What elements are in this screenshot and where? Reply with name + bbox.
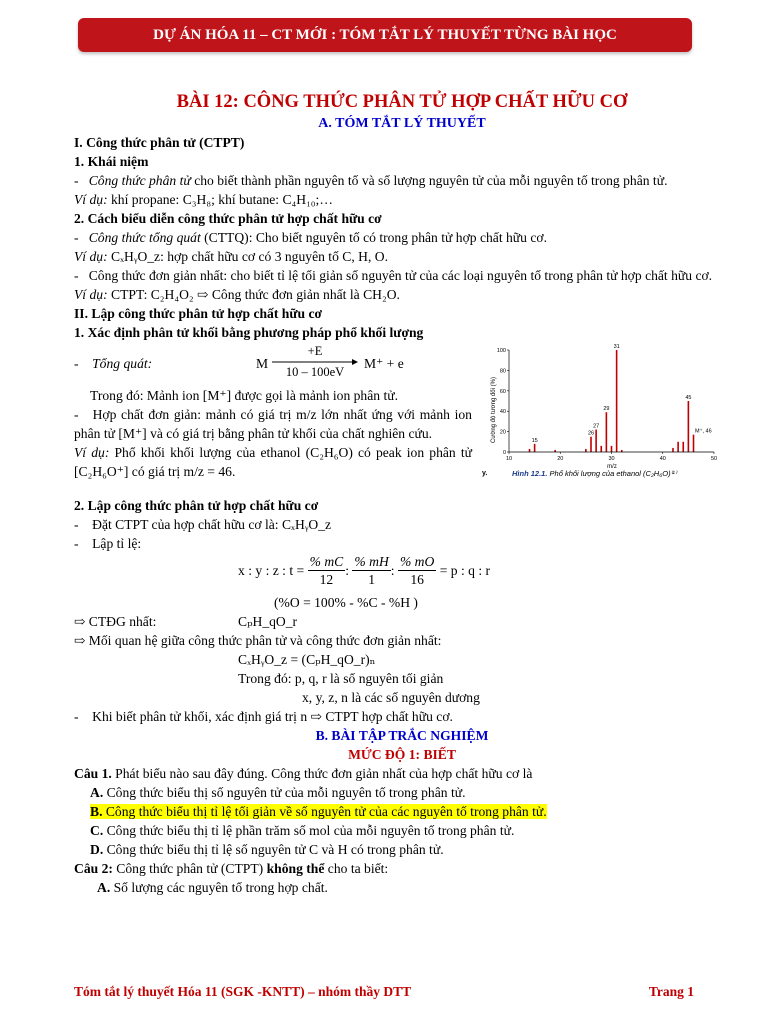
simple-compound-text: Hợp chất đơn giản: mảnh có giá trị m/z lớn nhất ứng với mảnh ion phân tử [M⁺] và có giá trị bằng phân tử khối của chất nghiên cứu. [74,407,472,441]
q1-option-c[interactable] [74,821,730,840]
page-number: Trang 1 [648,984,694,999]
arrow-bottom-label: 10 – 100eV [285,365,345,379]
example-text: CₓHᵧO_z: hợp chất hữu cơ có 3 nguyên tố C, H, O. [107,249,388,264]
example-label: Ví dụ: [74,249,108,264]
relation-where-2: x, y, z, n là các số nguyên dương [302,690,480,705]
page-content [74,90,730,897]
x-axis-ticks [506,452,717,462]
set-formula-text: Đặt CTPT của hợp chất hữu cơ là: CₓHᵧO_z [92,517,332,532]
heading-establish: 2. Lập công thức phân tử hợp chất hữu cơ [74,498,319,513]
general-formula-text: (CTTQ): Cho biết nguyên tố có trong phân tử hợp chất hữu cơ. [200,230,547,245]
general-formula-example [74,247,730,266]
general-formula-term: Công thức tổng quát [88,230,201,245]
heading-mass-spec: 1. Xác định phân tử khối bằng phương pháp phổ khối lượng [74,325,424,340]
chart-caption [512,469,678,478]
ratio-intro: - Lập tỉ lệ: [74,536,142,551]
option-text: Công thức biểu thị tỉ lệ số nguyên tử C và H có trong phân tử. [103,842,444,857]
x-tick-label: 50 [710,456,718,462]
general-formula-line: - Công thức tổng quát (CTTQ): Cho biết nguyên tố có trong phân tử hợp chất hữu cơ. [74,230,547,245]
concept-text: cho biết thành phần nguyên tố và số lượng nguyên tử của mỗi nguyên tố trong phân tử. [190,173,668,188]
lesson-title: BÀI 12: CÔNG THỨC PHÂN TỬ HỢP CHẤT HỮU CƠ [176,92,628,112]
page-footer [74,982,694,1001]
simplest-formula-example [74,285,730,304]
option-label: D. [90,842,104,857]
ionization-equation: - Tổng quát: M +E 10 – 100eV M⁺ + e [74,344,404,379]
ratio-formula: x : y : z : t = $\frac{\% mC}{12}$ : $\frac{\% mH}{1}$ : $\frac{\% mO}{16}$ = p : q : r [238,554,491,587]
heading-determine: II. Lập công thức phân tử hợp chất hữu cơ [74,306,323,321]
concept-line: - Công thức phân tử cho biết thành phần nguyên tố và số lượng nguyên tử của mỗi nguyên tố trong phân tử. [74,173,668,188]
y-tick-label: 20 [499,429,506,436]
spectrum-bar [600,446,602,452]
fraction-carbon: $\frac{\% mC}{12}$ [309,554,344,587]
example-label: Ví dụ: [74,445,110,460]
header-banner [78,18,692,52]
chart-side-label: y. [482,470,488,477]
heading-concept: 1. Khái niệm [74,154,149,169]
x-tick-label: 10 [505,456,513,462]
oxygen-percent: (%O = 100% - %C - %H ) [274,595,418,610]
y-tick-label: 80 [499,368,506,375]
ethanol-example [74,443,472,481]
arrow-top-label: +E [307,344,323,358]
ratio-lhs: x : y : z : t = [238,563,305,578]
simplest-formula-text: Công thức đơn giản nhất: cho biết tỉ lệ tối giản số nguyên tử của các loại nguyên tố trong phân tử hợp chất hữu cơ. [88,268,713,283]
spectrum-bar [688,401,690,452]
question-text: Phát biểu nào sau đây đúng. Công thức đơn giản nhất của hợp chất hữu cơ là [111,766,533,781]
option-text: Số lượng các nguyên tố trong hợp chất. [110,880,328,895]
mass-spec-text [74,342,472,481]
spectrum-bar [606,412,608,452]
chart-xlabel: m/z [607,464,617,470]
y-axis-ticks [497,348,509,456]
y-tick-label: 60 [499,388,506,395]
ctdg-label: ⇨ CTĐG nhất: [74,614,157,629]
spectrum-bar [682,442,684,452]
heading-representation: 2. Cách biểu diễn công thức phân tử hợp chất hữu cơ [74,211,382,226]
ctdg-value: CₚH_qO_r [238,614,298,629]
option-label: A. [90,785,104,800]
example-text: CTPT: C₂H₄O₂ ⇨ Công thức đơn giản nhất là CH₂O. [107,287,400,302]
relation-line: ⇨ Mối quan hệ giữa công thức phân tử và công thức đơn giản nhất: [74,633,442,648]
chart-bar-labels [532,344,712,444]
spectrum-bar [693,435,695,452]
question-label: Câu 1. [74,766,112,781]
x-tick-label: 20 [557,456,564,462]
spectrum-bar [590,437,592,452]
bar-value-label: M⁺, 46 [695,428,712,435]
y-tick-label: 40 [499,409,506,416]
caption-text: Phổ khối lượng của ethanol (C₂H₆O)⁽¹⁾ [547,469,677,478]
ctdg-line [74,612,730,631]
q1-option-b[interactable] [74,802,730,821]
ratio-intro-text: Lập tỉ lệ: [92,536,142,551]
q1-option-d[interactable] [74,840,730,859]
spectrum-bar [534,444,536,452]
bar-value-label: 15 [531,437,538,444]
question-2 [74,859,730,878]
q1-option-a[interactable] [74,783,730,802]
example-label: Ví dụ: [74,192,108,207]
bar-value-label: 31 [613,344,620,350]
spectrum-bar [616,350,618,452]
ion-definition: Trong đó: Mảnh ion [M⁺] được gọi là mảnh ion phân tử. [90,388,399,403]
fraction-hydrogen: $\frac{\% mH}{1}$ [354,554,389,587]
spectrum-bar [677,442,679,452]
spectrum-bar [672,448,674,452]
section-b-heading: B. BÀI TẬP TRẮC NGHIỆM [315,728,489,743]
spectrum-bar [585,449,587,452]
relation-where-1: Trong đó: p, q, r là số nguyên tối giản [238,671,444,686]
chart-bars [529,350,695,452]
simple-compound-line: - Hợp chất đơn giản: mảnh có giá trị m/z lớn nhất ứng với mảnh ion phân tử [M⁺] và có giá trị bằng phân tử khối của chất nghiên cứu. [74,407,472,441]
equation-reactant: M [256,356,269,371]
relation-last-line: - Khi biết phân tử khối, xác định giá trị n ⇨ CTPT hợp chất hữu cơ. [74,709,453,724]
bar-value-label: 29 [603,406,610,413]
general-label: Tổng quát: [92,356,153,371]
spectrum-bar [529,449,531,452]
concept-term: Công thức phân tử [88,173,191,188]
option-text: Công thức biểu thị tỉ lệ tối giản về số nguyên tử của các nguyên tố trong phân tử. [102,804,547,819]
option-label: A. [97,880,111,895]
x-tick-label: 30 [608,456,615,462]
option-label: C. [90,823,104,838]
bar-value-label: 45 [685,395,692,401]
equation-product: M⁺ + e [364,356,404,371]
y-tick-label: 0 [502,450,506,456]
ratio-rhs: = p : q : r [439,563,491,578]
heading-ctpt: I. Công thức phân tử (CTPT) [74,135,245,150]
example-text: khí propane: C₃H₈; khí butane: C₄H₁₀;… [107,192,333,207]
question-text-post: cho ta biết: [324,861,389,876]
level-1-heading: MỨC ĐỘ 1: BIẾT [348,747,456,762]
mass-spectrum-chart [482,340,734,480]
equation-arrow [272,344,358,380]
highlighted-answer [90,804,547,819]
relation-formula: CₓHᵧO_z = (CₚH_qO_r)ₙ [238,652,376,667]
q2-option-a[interactable] [74,878,730,897]
option-label: B. [90,804,103,819]
option-text: Công thức biểu thị tỉ lệ phần trăm số mol của mỗi nguyên tố trong phân tử. [103,823,515,838]
footer-title: Tóm tắt lý thuyết Hóa 11 (SGK -KNTT) – nhóm thầy DTT [74,984,412,999]
x-tick-label: 40 [659,456,666,462]
question-1 [74,764,730,783]
question-text-pre: Công thức phân tử (CTPT) [112,861,267,876]
mass-spec-block [74,342,730,492]
question-label: Câu 2: [74,861,113,876]
bar-value-label: 27 [593,423,600,430]
banner-text: DỰ ÁN HÓA 11 – CT MỚI : TÓM TẮT LÝ THUYẾT TỪNG BÀI HỌC [153,26,617,43]
bar-value-label: 26 [587,430,595,437]
set-formula-line: - Đặt CTPT của hợp chất hữu cơ là: CₓHᵧO_z [74,517,332,532]
option-text: Công thức biểu thị số nguyên tử của mỗi nguyên tố trong phân tử. [103,785,466,800]
y-tick-label: 100 [496,348,506,354]
relation-last-text: Khi biết phân tử khối, xác định giá trị n ⇨ CTPT hợp chất hữu cơ. [92,709,453,724]
example-text: Phổ khối khối lượng của ethanol (C₂H₆O) có peak ion phân tử [C₂H₆O⁺] có giá trị m/z = 46. [74,445,472,479]
caption-label: Hình 12.1. [512,469,548,478]
example-label: Ví dụ: [74,287,108,302]
chart-ylabel: Cường độ tương đối (%) [491,377,497,443]
spectrum-bar [611,446,613,452]
section-a-heading: A. TÓM TẮT LÝ THUYẾT [318,116,486,131]
spectrum-bar [595,430,597,452]
simplest-formula-line: - Công thức đơn giản nhất: cho biết tỉ lệ tối giản số nguyên tử của các loại nguyên tố trong phân tử hợp chất hữu cơ. [74,268,713,283]
fraction-oxygen: $\frac{\% mO}{16}$ [399,554,435,587]
question-text-bold: không thể [266,861,325,876]
concept-example [74,190,730,209]
